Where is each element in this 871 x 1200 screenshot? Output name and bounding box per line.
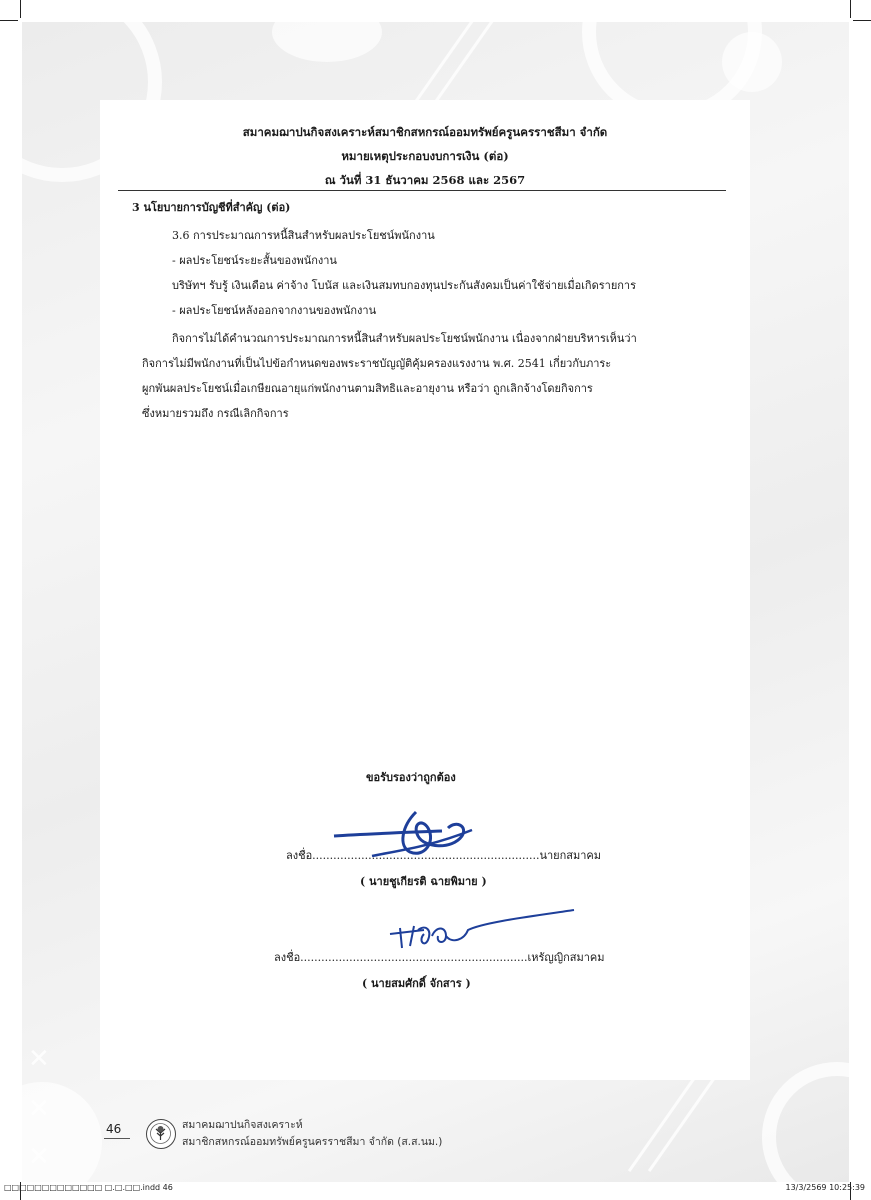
paragraph-line: 3.6 การประมาณการหนี้สินสำหรับผลประโยชน์พนักงาน: [172, 229, 435, 242]
paragraph-line: กิจการไม่มีพนักงานที่เป็นไปข้อกำหนดของพระราชบัญญัติคุ้มครองแรงงาน พ.ศ. 2541 เกี่ยวกับภาระ: [142, 357, 612, 370]
paragraph-line: กิจการไม่ได้คำนวณการประมาณการหนี้สินสำหรับผลประโยชน์พนักงาน เนื่องจากฝ่ายบริหารเห็นว่า: [172, 332, 637, 345]
crop-mark: [20, 0, 21, 18]
document-sheet: [100, 100, 750, 1080]
paragraph-line: บริษัทฯ รับรู้ เงินเดือน ค่าจ้าง โบนัส และเงินสมทบกองทุนประกันสังคมเป็นค่าใช้จ่ายเมื่อเกิดรายการ: [172, 279, 637, 292]
page-number: 46: [106, 1122, 122, 1136]
crop-mark: [0, 20, 18, 21]
header-organization: สมาคมฌาปนกิจสงเคราะห์สมาชิกสหกรณ์ออมทรัพย์ครูนครราชสีมา จำกัด: [242, 125, 608, 139]
page-number-underline: [104, 1138, 130, 1139]
position-label: เหรัญญิกสมาคม: [527, 951, 605, 964]
paragraph-line: - ผลประโยชน์หลังออกจากงานของพนักงาน: [172, 304, 377, 317]
crop-mark: [853, 20, 871, 21]
print-slug-timestamp: 13/3/2569 10:25:39: [785, 1183, 865, 1192]
footer-org-line2: สมาชิกสหกรณ์ออมทรัพย์ครูนครราชสีมา จำกัด (ส.ส.นม.): [182, 1136, 443, 1148]
decorative-stripe: [648, 1072, 719, 1172]
paragraph-line: ซึ่งหมายรวมถึง กรณีเลิกกิจการ: [142, 407, 289, 420]
treasurer-name: ( นายสมศักดิ์ จักสาร ): [362, 977, 471, 990]
print-slug-file: □□□□□□□□□□□□□ □.□.□□.indd 46: [4, 1183, 173, 1192]
footer-org-line1: สมาคมฌาปนกิจสงเคราะห์: [182, 1119, 303, 1131]
decorative-x-icon: ✕: [28, 1044, 50, 1074]
header-date: ณ วันที่ 31 ธันวาคม 2568 และ 2567: [324, 173, 526, 187]
decorative-stripe: [628, 1072, 699, 1172]
signature-president: [332, 806, 512, 866]
decorative-ring: [762, 1062, 849, 1182]
header-divider: [118, 190, 726, 191]
signature-line-treasurer: [274, 948, 605, 966]
decorative-x-icon: ✕: [28, 1142, 50, 1172]
association-logo-icon: [146, 1119, 176, 1149]
section-title: 3 นโยบายการบัญชีที่สำคัญ (ต่อ): [132, 201, 291, 214]
tree-icon: [147, 1120, 174, 1147]
decorative-stripe: [408, 22, 479, 112]
sign-label: ลงชื่อ.................................................................: [286, 849, 540, 862]
paragraph-line: ผูกพันผลประโยชน์เมื่อเกษียณอายุแก่พนักงานตามสิทธิและอายุงาน หรือว่า ถูกเลิกจ้างโดยกิจการ: [142, 382, 593, 395]
crop-mark: [850, 0, 851, 18]
certification-text: ขอรับรองว่าถูกต้อง: [366, 771, 456, 784]
header-subtitle: หมายเหตุประกอบงบการเงิน (ต่อ): [341, 149, 509, 163]
paragraph-line: - ผลประโยชน์ระยะสั้นของพนักงาน: [172, 254, 337, 267]
signature-treasurer: [384, 900, 584, 950]
position-label: นายกสมาคม: [539, 849, 602, 862]
decorative-circle: [722, 32, 782, 92]
president-name: ( นายชูเกียรติ ฉายพิมาย ): [360, 875, 487, 888]
decorative-x-icon: ✕: [28, 1094, 50, 1124]
decorative-circle: [272, 22, 382, 62]
sign-label: ลงชื่อ.................................................................: [274, 951, 528, 964]
